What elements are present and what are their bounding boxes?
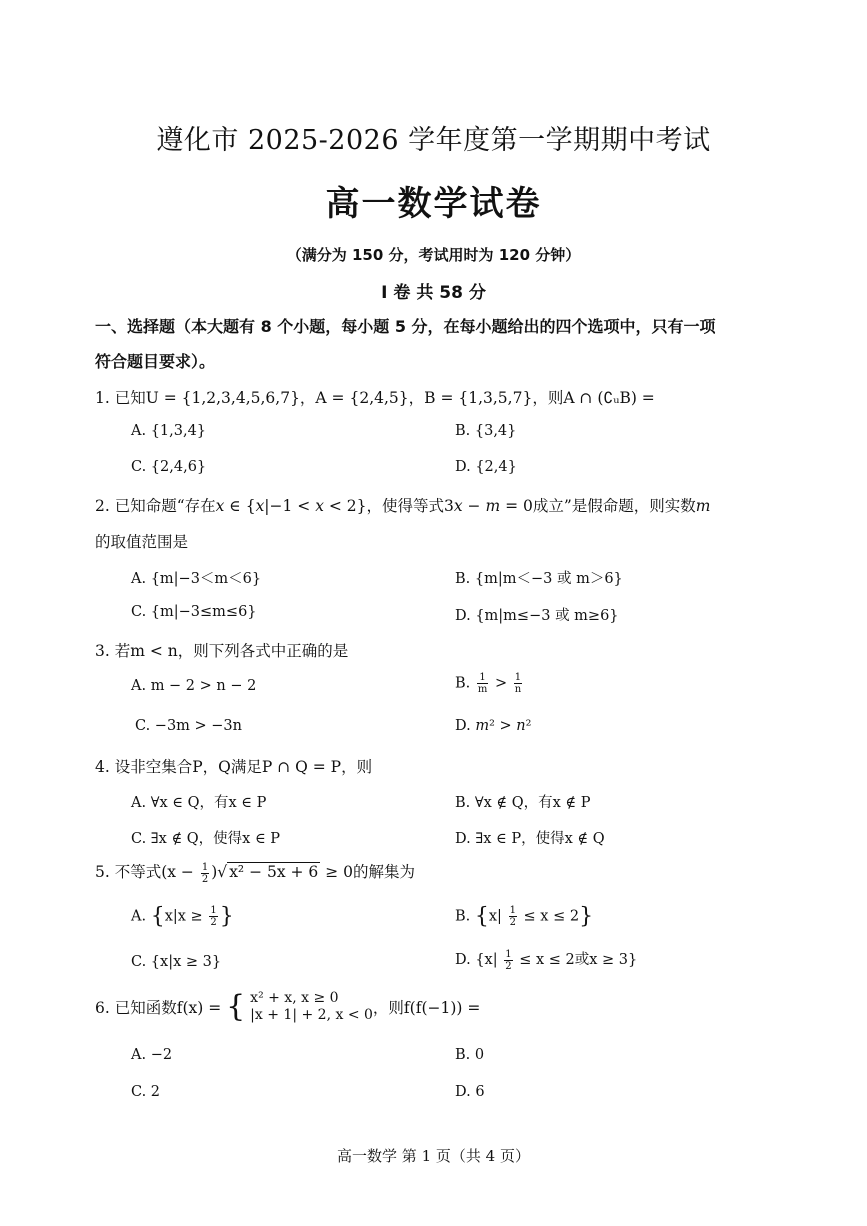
- question-5-option-b: B. {x| $\frac{1}{2}$ ≤ x ≤ 2}: [455, 904, 594, 929]
- operator: >: [494, 675, 508, 692]
- paper-title: 高一数学试卷: [325, 184, 542, 224]
- exam-info: （满分为 150 分，考试用时为 120 分钟）: [286, 246, 581, 264]
- question-3-option-b: [455, 672, 524, 695]
- radical: x² − 5x + 6: [229, 863, 319, 881]
- piecewise-brace: {: [226, 989, 246, 1024]
- question-4-option-c: C. ∃x ∉ Q，使得x ∈ P: [131, 831, 281, 847]
- question-1-option-c: C. {2,4,6}: [131, 459, 207, 475]
- question-1-option-d: D. {2,4}: [455, 459, 517, 475]
- section-heading: 一、选择题（本大题有 8 个小题，每小题 5 分，在每小题给出的四个选项中，只有一项: [95, 317, 716, 336]
- section-heading-cont: 符合题目要求）。: [95, 352, 216, 371]
- fraction: $\frac{1}{2}$: [201, 861, 209, 885]
- question-2-option-a: A. {m|−3＜m＜6}: [131, 571, 262, 587]
- question-3-option-c: C. −3m > −3n: [135, 718, 243, 734]
- question-5-stem: 5. 不等式(x − $\frac{1}{2}$ )√ x² − 5x + 6 ≥ 0的解集为: [95, 861, 416, 885]
- page-footer: 高一数学 第 1 页（共 4 页）: [337, 1147, 530, 1165]
- question-2-stem-cont: 的取值范围是: [95, 533, 189, 551]
- fraction: $\frac{1}{m}$: [477, 672, 488, 695]
- question-2-option-c: C. {m|−3≤m≤6}: [131, 604, 257, 620]
- question-6-stem: 6. 已知函数f(x) = { x² + x, x ≥ 0 |x + 1| + 2, x < 0 ，则f(f(−1)) =: [95, 989, 481, 1024]
- question-5-option-c: C. {x|x ≥ 3}: [131, 954, 222, 970]
- question-4-option-b: B. ∀x ∉ Q，有x ∉ P: [455, 795, 591, 811]
- exam-title: 遵化市 2025-2026 学年度第一学期期中考试: [156, 125, 711, 156]
- question-2-stem: 2. 已知命题“存在𝑥 ∈ {𝑥|−1 < 𝑥 < 2}，使得等式3𝑥 − 𝑚 = 0成立”是假命题，则实数𝑚: [95, 497, 711, 515]
- question-6-option-b: B. 0: [455, 1047, 485, 1063]
- fraction: $\frac{1}{n}$: [514, 672, 522, 695]
- question-4-option-d: D. ∃x ∈ P，使得x ∉ Q: [455, 831, 605, 847]
- piecewise-cases: x² + x, x ≥ 0 |x + 1| + 2, x < 0: [250, 990, 373, 1023]
- fraction: $\frac{1}{2}$: [505, 948, 512, 972]
- question-3-option-d: D. 𝑚² > 𝑛²: [455, 718, 532, 734]
- question-4-stem: 4. 设非空集合P，Q满足P ∩ Q = P，则: [95, 758, 373, 776]
- option-label: B.: [455, 675, 471, 692]
- question-2-option-b: B. {m|m＜−3 或 m＞6}: [455, 571, 623, 587]
- question-6-option-a: A. −2: [131, 1047, 173, 1063]
- question-1-option-a: A. {1,3,4}: [131, 423, 207, 439]
- question-6-option-c: C. 2: [131, 1084, 161, 1100]
- volume-title: I 卷 共 58 分: [381, 283, 486, 303]
- question-5-option-d: D. {x| $\frac{1}{2}$ ≤ x ≤ 2或x ≥ 3}: [455, 948, 638, 972]
- question-1-stem: 1. 已知U = {1,2,3,4,5,6,7}，A = {2,4,5}，B = {1,3,5,7}，则A ∩ (∁ᵤB) =: [95, 389, 655, 407]
- question-3-option-a: A. m − 2 > n − 2: [131, 678, 257, 694]
- question-2-option-d: D. {m|m≤−3 或 m≥6}: [455, 608, 619, 624]
- question-6-option-d: D. 6: [455, 1084, 485, 1100]
- question-3-stem: 3. 若m < n，则下列各式中正确的是: [95, 642, 349, 660]
- fraction: $\frac{1}{2}$: [509, 905, 516, 928]
- question-5-option-a: A. {x|x ≥ $\frac{1}{2}$ }: [131, 904, 234, 929]
- question-1-option-b: B. {3,4}: [455, 423, 517, 439]
- question-4-option-a: A. ∀x ∈ Q，有x ∈ P: [131, 795, 267, 811]
- fraction: $\frac{1}{2}$: [210, 905, 217, 928]
